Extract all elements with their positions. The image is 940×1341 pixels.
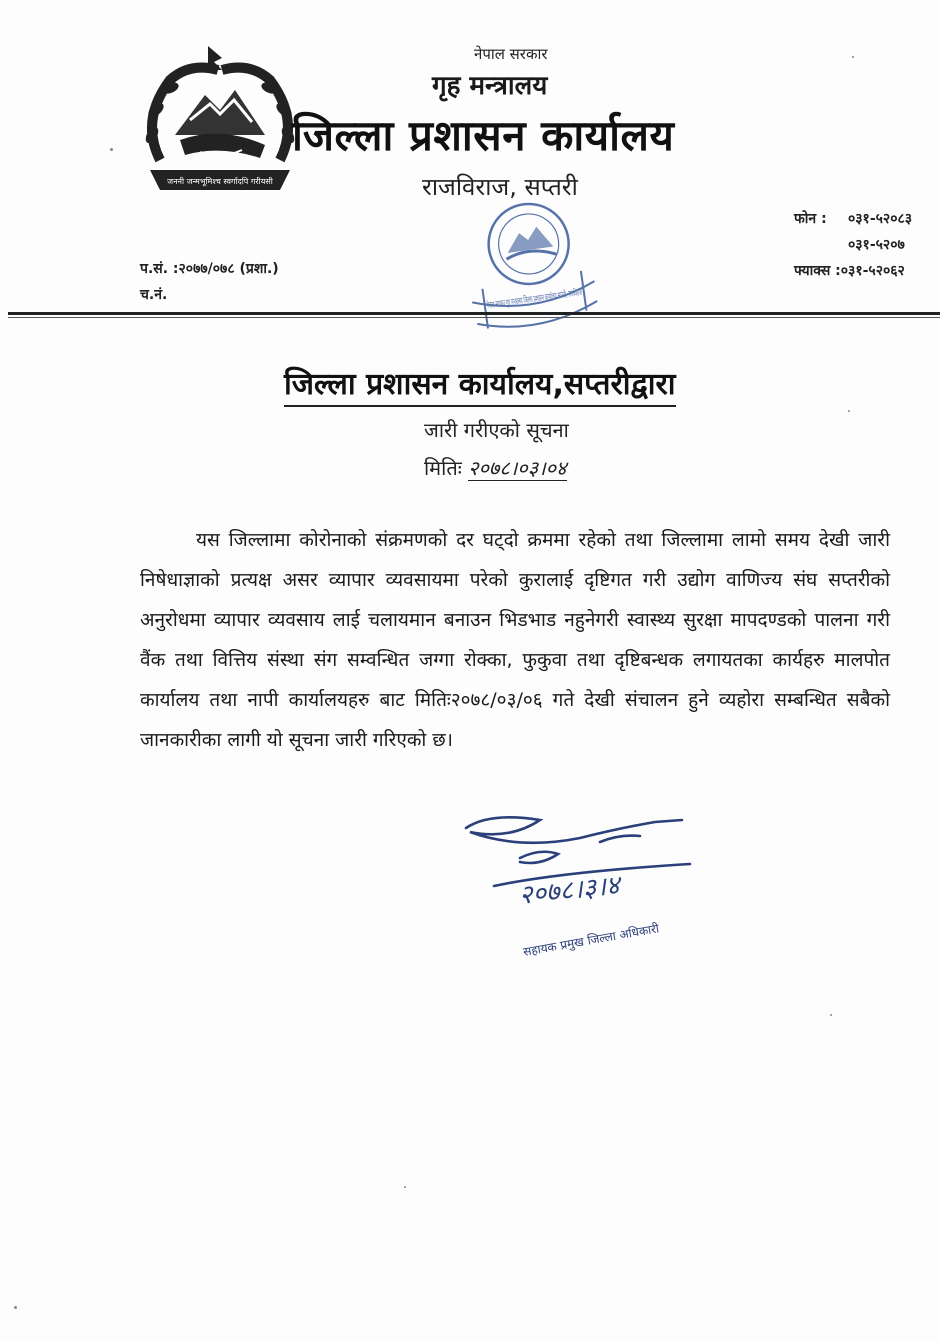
seal-text: नेपाल सरकार गृह मन्त्रालय जिल्ला प्रशासन कार्यालय सप्तरी, राजविराज — [486, 269, 717, 312]
scan-speck — [848, 410, 850, 412]
scan-speck — [852, 56, 854, 58]
header-divider — [8, 312, 940, 315]
ministry-name: गृह मन्त्रालय — [432, 71, 548, 101]
scan-speck — [404, 1186, 406, 1188]
fax-number: ०३१-५२०६२ — [840, 263, 905, 279]
date-value: २०७८।०३।०४ — [468, 456, 567, 480]
header-divider-thin — [8, 317, 940, 318]
fax-label: फ्याक्स : — [794, 263, 841, 279]
nepal-emblem-icon — [130, 40, 310, 210]
notice-subtitle: जारी गरीएको सूचना — [424, 418, 569, 442]
office-name: जिल्ला प्रशासन कार्यालय — [292, 111, 675, 160]
signatory-designation: सहायक प्रमुख जिल्ला अधिकारी — [522, 921, 661, 959]
government-name: नेपाल सरकार — [474, 45, 548, 63]
letter-number: प.सं. :२०७७/०७८ (प्रशा.) — [140, 261, 279, 277]
office-location: राजविराज, सप्तरी — [422, 173, 578, 201]
scan-speck — [110, 148, 113, 151]
phone-number-2: ०३१-५२०७ — [848, 237, 905, 253]
notice-title: जिल्ला प्रशासन कार्यालय,सप्तरीद्वारा — [284, 362, 676, 407]
scan-speck — [830, 1014, 832, 1016]
contact-block — [794, 206, 912, 284]
notice-body-paragraph: यस जिल्लामा कोरोनाको संक्रमणको दर घट्दो क्रममा रहेको तथा जिल्लामा लामो समय देखी जारी निषेधाज्ञाको प्रत्यक्ष असर व्यापार व्यवसायमा परेको कुरालाई दृष्टिगत गरी उद्योग वाणिज्य संघ सप्तरीको अनुरोधमा व्यापार व्यवसाय लाई चलायमान बनाउन भिडभाड नहुनेगरी स्वास्थ्य सुरक्षा मापदण्डको पालना गरी वैंक तथा वित्तिय संस्था संग सम्वन्धित जग्गा रोक्का, फुकुवा तथा दृष्टिबन्धक लगायतका कार्यहरु मालपोत कार्यालय तथा नापी कार्यालयहरु बाट मितिः२०७८/०३/०६ गते देखी संचालन हुने व्यहोरा सम्बन्धित सबैको जानकारीका लागी यो सूचना जारी गरिएको छ। — [140, 529, 890, 751]
phone-label: फोन : — [794, 211, 827, 227]
reference-block — [140, 256, 279, 308]
svg-text:जननी जन्मभूमिश्च स्वर्गादपि गर: जननी जन्मभूमिश्च स्वर्गादपि गरीयसी — [167, 177, 273, 186]
phone-number-1: ०३१-५२०८३ — [848, 211, 913, 227]
dispatch-number: च.नं. — [140, 287, 168, 303]
notice-date — [424, 454, 567, 481]
scan-speck — [14, 1306, 17, 1309]
handwritten-signature-icon — [450, 810, 710, 980]
signature-date-scrawl: २०७८।३।४ — [517, 870, 622, 911]
notice-body — [140, 520, 890, 760]
date-label: मितिः — [424, 456, 462, 480]
